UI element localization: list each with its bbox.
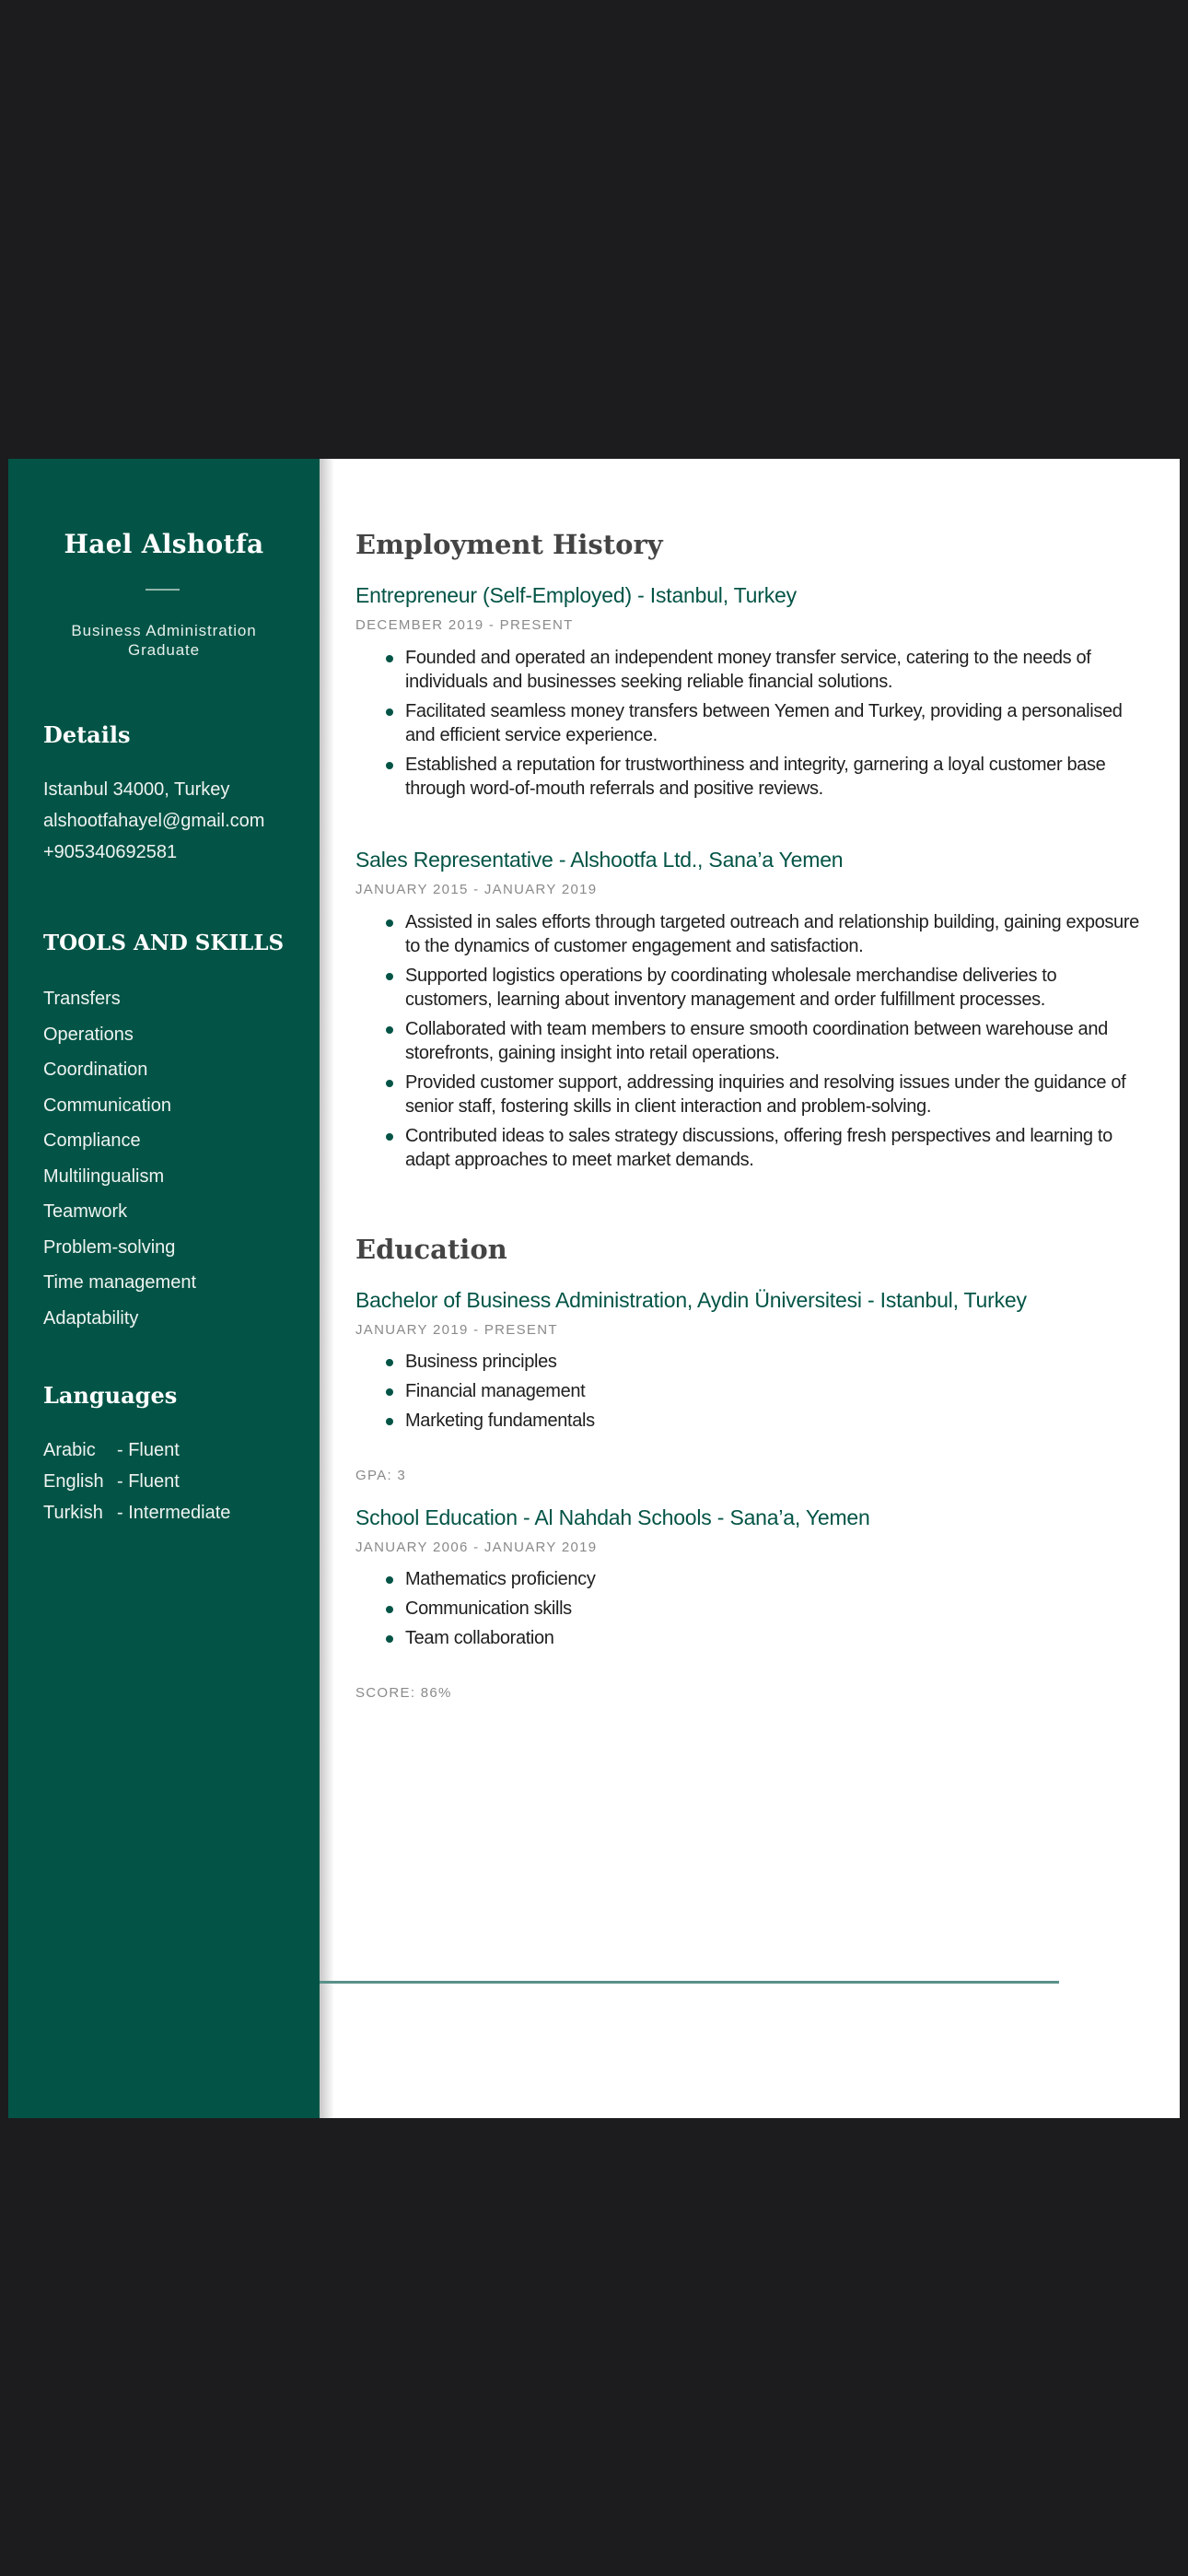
skill-item: Transfers [43,989,121,1009]
skill-item: Compliance [43,1130,141,1151]
job-bullet: Assisted in sales efforts through targeted outreach and relationship building, gaining exposure to the dynamics of customer engagement and satisfaction. [355,910,1147,958]
education-score: SCORE: 86% [355,1685,452,1701]
education-bullet: Mathematics proficiency [355,1567,1147,1591]
subtitle-line: Graduate [127,641,201,659]
language-item [43,1434,230,1466]
job-bullets [355,646,1147,806]
job-dates: JANUARY 2015 - JANUARY 2019 [355,882,598,897]
job-bullet: Collaborated with team members to ensure smooth coordination between warehouse and storefronts, gaining insight into retail operations. [355,1017,1147,1065]
education-title: School Education - Al Nahdah Schools - Sana’a, Yemen [355,1505,870,1529]
language-name: Arabic [43,1440,96,1460]
employment-heading: Employment History [355,529,663,560]
education-bullets [355,1567,1147,1656]
job-dates: DECEMBER 2019 - PRESENT [355,617,574,633]
footer-divider [320,1981,1059,1984]
education-bullet: Team collaboration [355,1626,1147,1650]
skill-item: Communication [43,1095,171,1116]
job-title: Sales Representative - Alshootfa Ltd., Sana’a Yemen [355,848,844,872]
languages-list [43,1434,230,1528]
skill-item: Operations [43,1024,134,1045]
job-bullet: Established a reputation for trustworthiness and integrity, garnering a loyal customer base through word-of-mouth referrals and positive reviews. [355,753,1147,801]
languages-heading: Languages [43,1382,178,1409]
education-bullet: Business principles [355,1350,1147,1374]
subtitle-line: Business Administration [71,622,257,639]
language-level: - Intermediate [117,1503,231,1523]
skills-list [43,981,196,1336]
language-level: - Fluent [117,1471,180,1492]
language-item [43,1466,230,1497]
education-bullet: Financial management [355,1379,1147,1403]
language-name: Turkish [43,1503,103,1523]
education-title: Bachelor of Business Administration, Aydin Üniversitesi - Istanbul, Turkey [355,1288,1027,1312]
language-item [43,1497,230,1528]
education-bullet: Marketing fundamentals [355,1409,1147,1433]
education-bullet: Communication skills [355,1597,1147,1621]
education-heading: Education [355,1234,507,1265]
job-bullet: Provided customer support, addressing inquiries and resolving issues under the guidance of senior staff, fostering skills in client interaction and problem-solving. [355,1071,1147,1118]
job-bullet: Facilitated seamless money transfers between Yemen and Turkey, providing a personalised and efficient service experience. [355,699,1147,747]
education-dates: JANUARY 2006 - JANUARY 2019 [355,1540,598,1555]
resume-page [8,459,1180,2118]
job-bullets [355,910,1147,1177]
skill-item: Problem-solving [43,1236,176,1258]
language-level: - Fluent [117,1440,180,1460]
education-dates: JANUARY 2019 - PRESENT [355,1322,558,1338]
details-list [43,774,264,868]
job-bullet: Contributed ideas to sales strategy discussions, offering fresh perspectives and learning to adapt approaches to meet market demands. [355,1124,1147,1172]
detail-phone[interactable]: +905340692581 [43,842,178,862]
candidate-subtitle [45,621,283,660]
skill-item: Multilingualism [43,1165,165,1187]
skill-item: Coordination [43,1060,148,1080]
skills-heading: TOOLS AND SKILLS [43,931,285,955]
sidebar-shadow [320,459,334,2118]
job-bullet: Supported logistics operations by coordinating wholesale merchandise deliveries to customers, learning about inventory management and order fulfillment processes. [355,964,1147,1012]
details-heading: Details [43,721,131,748]
language-name: English [43,1471,104,1492]
detail-email[interactable]: alshootfahayel@gmail.com [43,811,265,831]
job-bullet: Founded and operated an independent money transfer service, catering to the needs of individuals and businesses seeking reliable financial solutions. [355,646,1147,694]
sidebar [8,459,320,2118]
job-title: Entrepreneur (Self-Employed) - Istanbul, Turkey [355,583,797,607]
skill-item: Teamwork [43,1201,128,1222]
name-divider [146,589,180,591]
skill-item: Adaptability [43,1307,139,1329]
candidate-name: Hael Alshotfa [64,529,264,559]
education-gpa: GPA: 3 [355,1468,407,1483]
detail-address: Istanbul 34000, Turkey [43,779,230,800]
skill-item: Time management [43,1272,196,1293]
education-bullets [355,1350,1147,1438]
